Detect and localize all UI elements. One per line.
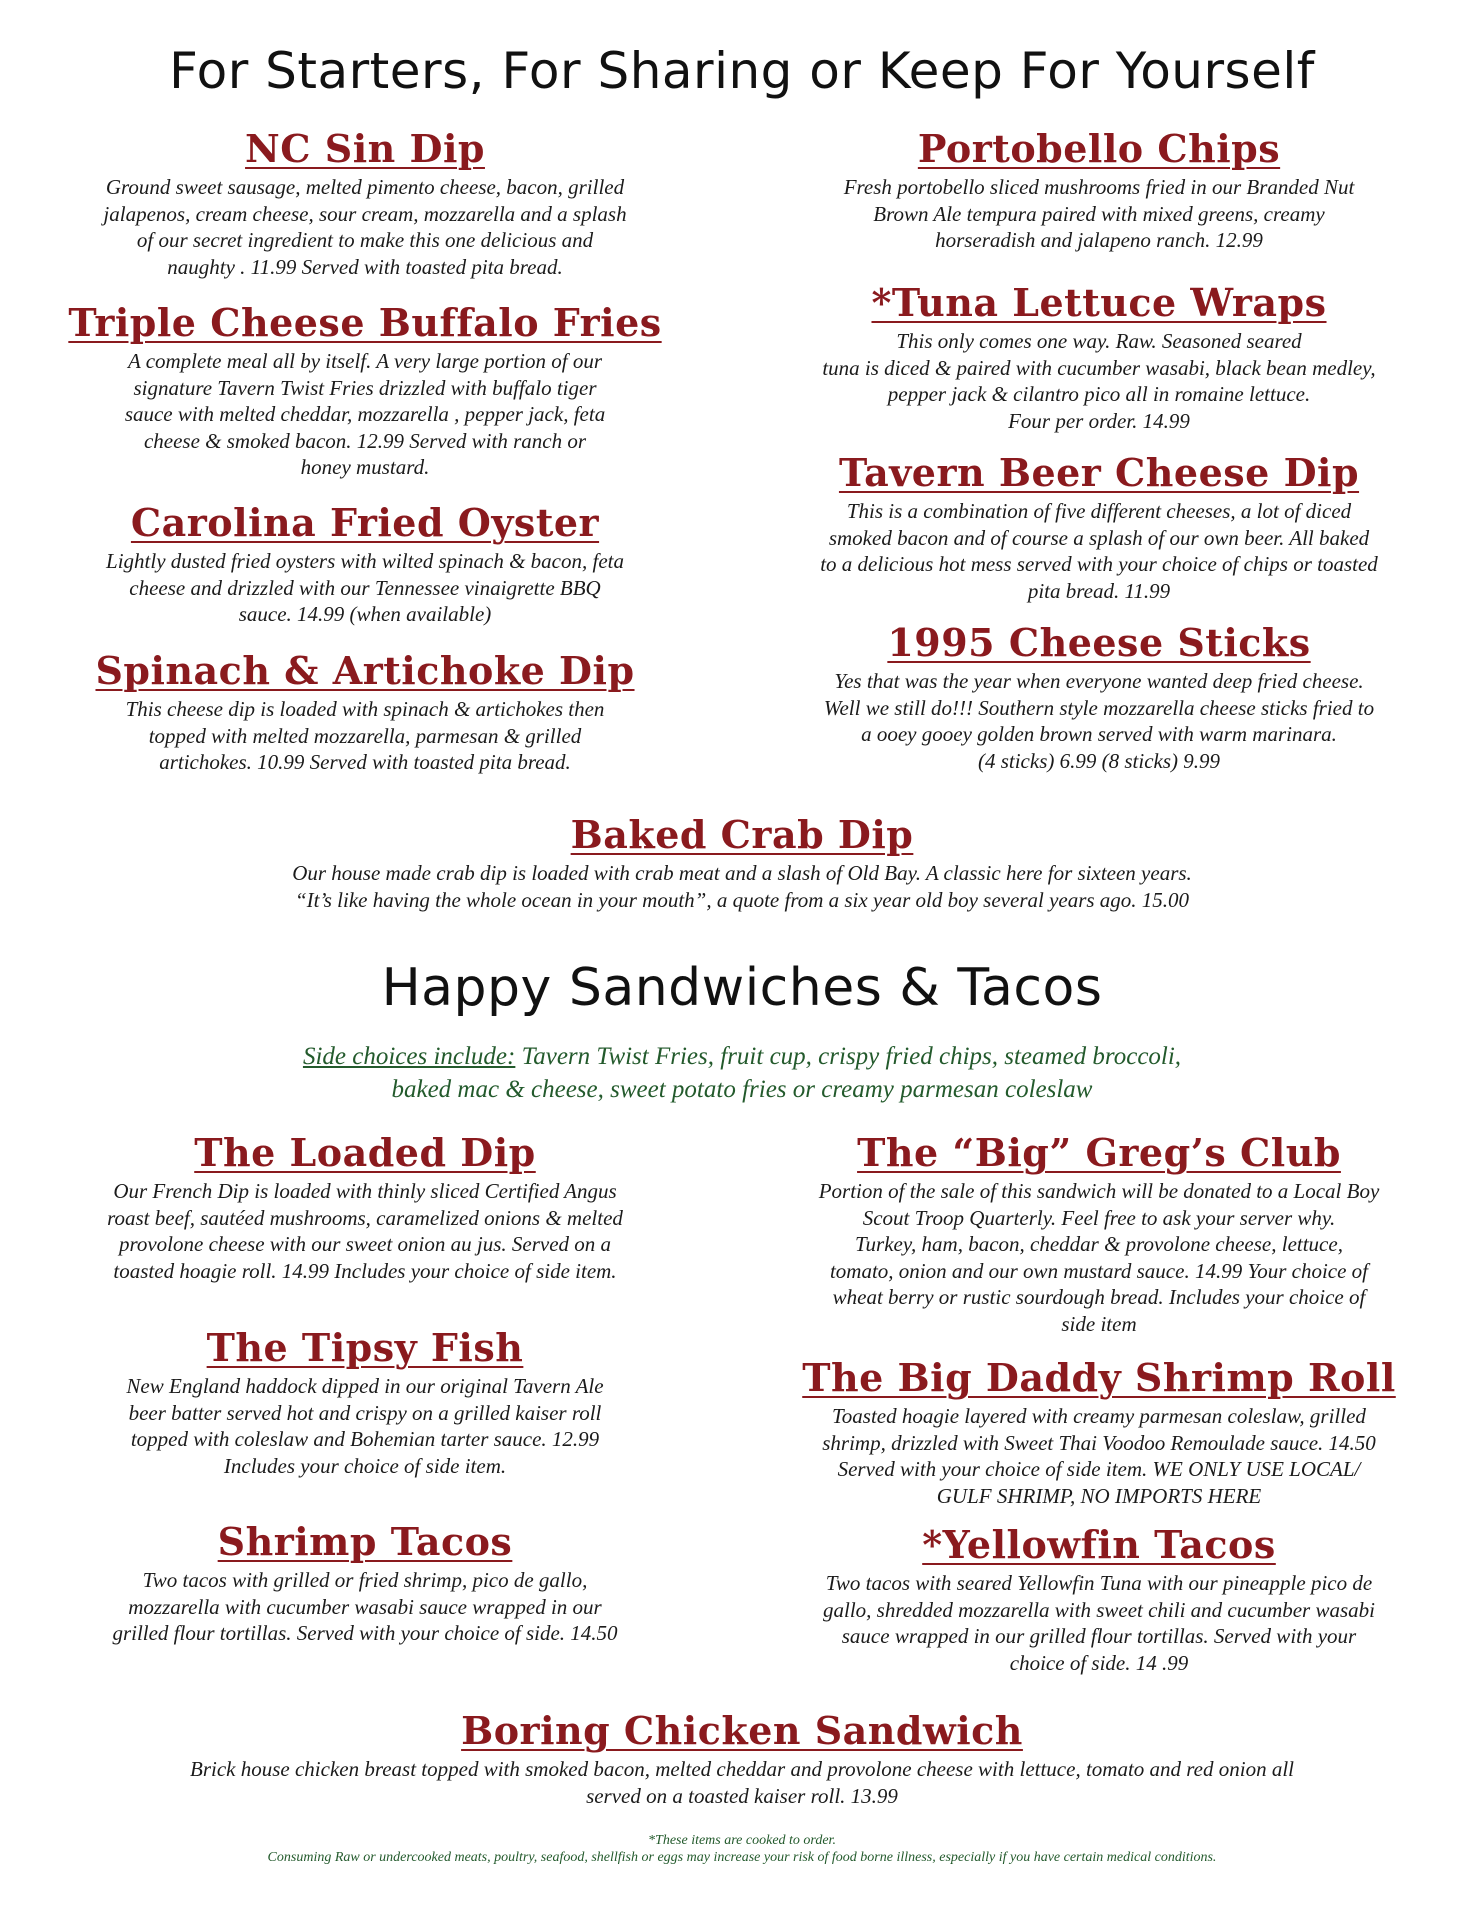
item-description: Portion of the sale of this sandwich will be donated to a Local Boy Scout Troop Quarterly. Feel free to ask your server why. Turkey, ham, bacon, cheddar & provolone cheese, lettuce, tomato, onion and our own mustard sauce. 14.99 Your choice of wheat berry or rustic sourdough bread. Includes your choice of side item: [818, 1179, 1380, 1336]
item-description: New England haddock dipped in our original Tavern Ale beer batter served hot and crispy on a grilled kaiser roll topped with coleslaw and Bohemian tarter sauce. 12.99 Includes your choice of side item.: [126, 1374, 604, 1478]
footer-warning: Consuming Raw or undercooked meats, poultry, seafood, shellfish or eggs may increase your risk of food borne illness, especially if you have certain medical conditions.: [267, 1850, 1217, 1865]
item-description: Lightly dusted fried oysters with wilted spinach & bacon, feta cheese and drizzled with our Tennessee vinaigrette BBQ sauce. 14.99 (when available): [106, 549, 624, 626]
menu-item: [744, 280, 1454, 434]
menu-item: [30, 1325, 700, 1479]
menu-item: [744, 126, 1454, 254]
item-description: Toasted hoagie layered with creamy parmesan coleslaw, grilled shrimp, drizzled with Sweet Thai Voodoo Remoulade sauce. 14.50 Served with your choice of side item. WE ONLY USE LOCAL/ GULF SHRIMP, NO IMPORTS HERE: [822, 1404, 1376, 1508]
item-description: This only comes one way. Raw. Seasoned seared tuna is diced & paired with cucumber wasabi, black bean medley, pepper jack & cilantro pico all in romaine lettuce. Four per order. 14.99: [822, 329, 1376, 433]
item-title: Baked Crab Dip: [570, 812, 914, 857]
item-title: Shrimp Tacos: [217, 1519, 513, 1564]
item-title: NC Sin Dip: [245, 126, 485, 171]
menu-item: [30, 300, 700, 481]
item-title: The Loaded Dip: [194, 1130, 536, 1175]
menu-item: [744, 1522, 1454, 1676]
item-title: *Tuna Lettuce Wraps: [871, 280, 1327, 325]
item-title: 1995 Cheese Sticks: [887, 620, 1311, 665]
footer-cooked-note: *These items are cooked to order.: [648, 1833, 836, 1848]
menu-item: [744, 620, 1454, 774]
item-title: *Yellowfin Tacos: [922, 1522, 1276, 1567]
item-title: The Big Daddy Shrimp Roll: [802, 1355, 1396, 1400]
menu-item: [30, 1130, 700, 1284]
menu-item: [30, 126, 700, 280]
item-description: Our French Dip is loaded with thinly sliced Certified Angus roast beef, sautéed mushrooms, caramelized onions & melted provolone cheese with our sweet onion au jus. Served on a toasted hoagie roll. 14.99 Includes your choice of side item.: [107, 1179, 623, 1283]
item-description: Brick house chicken breast topped with smoked bacon, melted cheddar and provolone cheese with lettuce, tomato and red onion all served on a toasted kaiser roll. 13.99: [190, 1757, 1294, 1808]
menu-item: [30, 500, 700, 628]
item-title: Portobello Chips: [917, 126, 1281, 171]
item-description: This is a combination of five different cheeses, a lot of diced smoked bacon and of course a splash of our own beer. All baked to a delicious hot mess served with your choice of chips or toasted pita bread. 11.99: [820, 499, 1378, 603]
item-title: The “Big” Greg’s Club: [857, 1130, 1341, 1175]
item-title: Tavern Beer Cheese Dip: [838, 450, 1360, 495]
item-description: Two tacos with seared Yellowfin Tuna with our pineapple pico de gallo, shredded mozzarella with sweet chili and cucumber wasabi sauce wrapped in our grilled flour tortillas. Served with your choice of side. 14 .99: [823, 1571, 1375, 1675]
side-choices-label: Side choices include:: [302, 1043, 516, 1070]
menu-item: [30, 1519, 700, 1647]
item-title: Carolina Fried Oyster: [130, 500, 600, 545]
side-choices-text: baked mac & cheese, sweet potato fries or creamy parmesan coleslaw: [391, 1076, 1093, 1103]
item-description: Two tacos with grilled or fried shrimp, pico de gallo, mozzarella with cucumber wasabi sauce wrapped in our grilled flour tortillas. Served with your choice of side. 14.50: [112, 1568, 618, 1645]
item-description: Ground sweet sausage, melted pimento cheese, bacon, grilled jalapenos, cream cheese, sour cream, mozzarella and a splash of our secret ingredient to make this one delicious and naughty . 11.99 Served with toasted pita bread.: [103, 175, 627, 279]
starters-heading: For Starters, For Sharing or Keep For Yourself: [169, 42, 1315, 100]
item-title: Spinach & Artichoke Dip: [95, 648, 635, 693]
item-title: Boring Chicken Sandwich: [461, 1708, 1023, 1753]
menu-item: [744, 1355, 1454, 1509]
menu-item: [40, 812, 1444, 913]
menu-item: [40, 1708, 1444, 1809]
item-title: Triple Cheese Buffalo Fries: [68, 300, 662, 345]
item-description: A complete meal all by itself. A very large portion of our signature Tavern Twist Fries drizzled with buffalo tiger sauce with melted cheddar, mozzarella , pepper jack, feta cheese & smoked bacon. 12.99 Served with ranch or honey mustard.: [124, 349, 606, 479]
menu-item: [744, 1130, 1454, 1337]
footer-disclaimer: [0, 1832, 1484, 1866]
item-title: The Tipsy Fish: [206, 1325, 524, 1370]
menu-item: [744, 450, 1454, 604]
item-description: Fresh portobello sliced mushrooms fried in our Branded Nut Brown Ale tempura paired with mixed greens, creamy horseradish and jalapeno ranch. 12.99: [843, 175, 1355, 252]
item-description: Yes that was the year when everyone wanted deep fried cheese. Well we still do!!! Southern style mozzarella cheese sticks fried to a ooey gooey golden brown served with warm marinara. (4 sticks) 6.99 (8 sticks) 9.99: [823, 669, 1375, 773]
item-description: Our house made crab dip is loaded with crab meat and a slash of Old Bay. A classic here for sixteen years. “It’s like having the whole ocean in your mouth”, a quote from a six year old boy several years ago. 15.00: [292, 861, 1192, 912]
item-description: This cheese dip is loaded with spinach & artichokes then topped with melted mozzarella, parmesan & grilled artichokes. 10.99 Served with toasted pita bread.: [125, 697, 605, 774]
side-choices: [0, 1040, 1484, 1106]
sandwiches-heading: Happy Sandwiches & Tacos: [381, 958, 1103, 1018]
side-choices-text: Tavern Twist Fries, fruit cup, crispy fried chips, steamed broccoli,: [515, 1043, 1182, 1070]
menu-item: [30, 648, 700, 776]
